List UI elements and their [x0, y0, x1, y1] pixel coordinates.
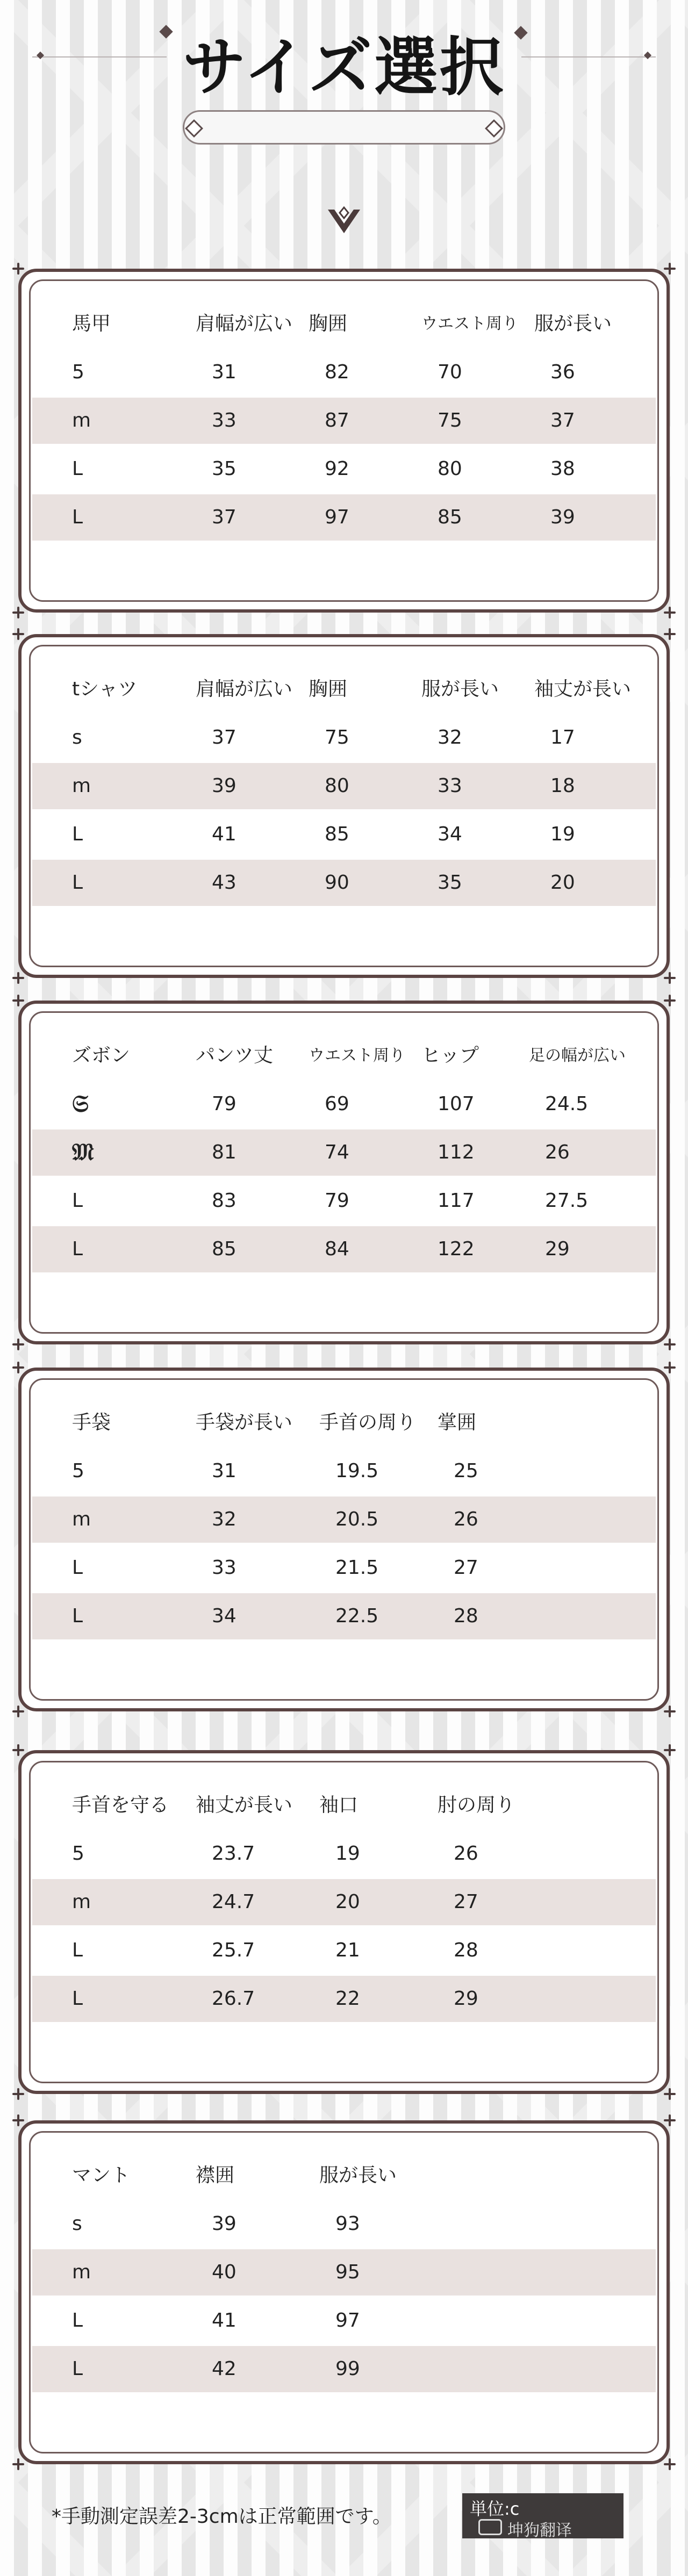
table-cell: 20 [335, 1891, 360, 1913]
column-header: 袖丈が長い [196, 1794, 293, 1816]
table-cell: 93 [335, 2213, 360, 2235]
column-header: 掌囲 [438, 1412, 477, 1434]
size-label: m [72, 1508, 91, 1530]
table-row [32, 1593, 656, 1639]
table-cell: 85 [325, 823, 349, 845]
chevron-down-icon [328, 205, 360, 238]
table-row [32, 1976, 656, 2022]
sparkle-icon [664, 1339, 676, 1350]
size-label: L [72, 1988, 83, 2010]
table-cell: 19 [335, 1843, 360, 1865]
table-cell: 75 [438, 409, 462, 431]
table-cell: 37 [212, 506, 236, 528]
table-row [32, 763, 656, 809]
table-cell: 85 [212, 1238, 236, 1260]
table-cell: 32 [212, 1508, 236, 1530]
size-label: s [72, 2213, 82, 2235]
diamond-icon [185, 119, 203, 138]
table-cell: 33 [212, 409, 236, 431]
table-cell: 82 [325, 361, 349, 383]
table-cell: 87 [325, 409, 349, 431]
table-cell: 43 [212, 872, 236, 894]
table-row [32, 1081, 656, 1127]
sparkle-icon [664, 1362, 676, 1373]
table-cell: 40 [212, 2261, 236, 2283]
table-row [32, 1496, 656, 1543]
size-label: m [72, 409, 91, 431]
column-header: 手首の周り [319, 1412, 417, 1434]
table-cell: 38 [550, 458, 575, 480]
table-cell: 33 [212, 1557, 236, 1579]
table-cell: 27 [454, 1557, 478, 1579]
table-cell: 22.5 [335, 1605, 379, 1627]
size-label: m [72, 1891, 91, 1913]
table-cell: 70 [438, 361, 462, 383]
size-label: L [72, 2358, 83, 2380]
size-label: L [72, 506, 83, 528]
size-table-tshirt [18, 634, 670, 978]
page-title: サイズ選択 [182, 30, 506, 104]
column-header: 肩幅が広い [196, 678, 293, 700]
column-header: 服が長い [421, 678, 499, 700]
sparkle-icon [664, 628, 676, 640]
column-header: 手袋が長い [196, 1412, 293, 1434]
size-table-gloves [18, 1368, 670, 1711]
table-row [32, 398, 656, 444]
table-cell: 34 [212, 1605, 236, 1627]
table-cell: 75 [325, 726, 349, 749]
size-table-cloak [18, 2120, 670, 2464]
column-header: マント [72, 2164, 131, 2186]
table-cell: 27.5 [545, 1190, 589, 1212]
sparkle-icon [12, 2114, 24, 2126]
watermark-logo-icon [478, 2519, 502, 2535]
table-cell: 27 [454, 1891, 478, 1913]
table-cell: 20.5 [335, 1508, 379, 1530]
table-cell: 17 [550, 726, 575, 749]
table-cell: 79 [325, 1190, 349, 1212]
table-cell: 29 [545, 1238, 570, 1260]
table-header-row [32, 666, 656, 713]
table-cell: 37 [212, 726, 236, 749]
sparkle-icon [12, 972, 24, 984]
measurement-note: *手動測定誤差2-3cmは正常範囲です。 [52, 2506, 392, 2528]
sparkle-icon [664, 1706, 676, 1717]
sparkle-icon [12, 1339, 24, 1350]
table-cell: 81 [212, 1141, 236, 1163]
column-header: 手袋 [72, 1412, 111, 1434]
table-row [32, 1927, 656, 1974]
column-header: 胸囲 [309, 313, 348, 335]
column-header: 袖丈が長い [534, 678, 632, 700]
table-cell: 79 [212, 1093, 236, 1115]
table-cell: 21 [335, 1939, 360, 1961]
table-cell: 24.5 [545, 1093, 589, 1115]
sparkle-icon [12, 1362, 24, 1373]
size-label: L [72, 1557, 83, 1579]
table-cell: 97 [335, 2309, 360, 2332]
column-header: 服が長い [534, 313, 612, 335]
title-line-left [32, 56, 167, 57]
size-label: L [72, 458, 83, 480]
table-cell: 74 [325, 1141, 349, 1163]
table-cell: 24.7 [212, 1891, 255, 1913]
table-cell: 35 [438, 872, 462, 894]
table-row [32, 2201, 656, 2247]
table-cell: 26 [454, 1843, 478, 1865]
table-row [32, 1831, 656, 1877]
table-cell: 122 [438, 1238, 475, 1260]
table-cell: 39 [212, 775, 236, 797]
table-cell: 34 [438, 823, 462, 845]
sparkle-icon [664, 263, 676, 275]
unit-label: 単位:c [470, 2499, 520, 2519]
table-header-row [32, 1033, 656, 1079]
table-row [32, 1879, 656, 1925]
table-cell: 90 [325, 872, 349, 894]
table-cell: 80 [438, 458, 462, 480]
table-cell: 25 [454, 1460, 478, 1482]
table-cell: 19 [550, 823, 575, 845]
sparkle-icon [664, 607, 676, 618]
column-header: ヒップ [421, 1045, 479, 1067]
table-cell: 36 [550, 361, 575, 383]
table-header-row [32, 301, 656, 347]
table-cell: 20 [550, 872, 575, 894]
table-cell: 99 [335, 2358, 360, 2380]
table-cell: 29 [454, 1988, 478, 2010]
table-cell: 83 [212, 1190, 236, 1212]
sparkle-icon [12, 607, 24, 618]
table-cell: 39 [550, 506, 575, 528]
table-cell: 42 [212, 2358, 236, 2380]
size-label: L [72, 823, 83, 845]
table-cell: 33 [438, 775, 462, 797]
table-row [32, 1448, 656, 1494]
table-row [32, 1129, 656, 1176]
size-label: 𝔖 [72, 1090, 89, 1118]
table-cell: 35 [212, 458, 236, 480]
size-table-wrist-guard [18, 1750, 670, 2094]
sparkle-icon [664, 2458, 676, 2470]
table-header-row [32, 1782, 656, 1829]
table-cell: 37 [550, 409, 575, 431]
sparkle-icon [664, 2088, 676, 2100]
table-cell: 26 [545, 1141, 570, 1163]
sparkle-icon [664, 972, 676, 984]
table-cell: 25.7 [212, 1939, 255, 1961]
column-header: 袖口 [319, 1794, 359, 1816]
table-cell: 41 [212, 2309, 236, 2332]
table-cell: 112 [438, 1141, 475, 1163]
size-label: L [72, 2309, 83, 2332]
sparkle-icon [12, 263, 24, 275]
size-label: m [72, 2261, 91, 2283]
column-header: 襟囲 [196, 2164, 235, 2186]
table-cell: 41 [212, 823, 236, 845]
watermark-text: 坤狗翻译 [507, 2521, 572, 2540]
size-table-pants [18, 1001, 670, 1344]
title-plate [183, 110, 505, 145]
table-cell: 26.7 [212, 1988, 255, 2010]
sparkle-icon [664, 2114, 676, 2126]
table-row [32, 1178, 656, 1224]
sparkle-icon [664, 1744, 676, 1756]
size-label: s [72, 726, 82, 749]
column-header: tシャツ [72, 678, 138, 700]
table-row [32, 2298, 656, 2344]
column-header: ズボン [72, 1045, 131, 1067]
size-label: 𝔐 [72, 1139, 94, 1166]
table-cell: 28 [454, 1605, 478, 1627]
table-row [32, 1226, 656, 1272]
column-header: 服が長い [319, 2164, 397, 2186]
table-cell: 23.7 [212, 1843, 255, 1865]
column-header: 肩幅が広い [196, 313, 293, 335]
size-label: L [72, 872, 83, 894]
table-cell: 28 [454, 1939, 478, 1961]
table-cell: 117 [438, 1190, 475, 1212]
column-header: 馬甲 [72, 313, 111, 335]
table-cell: 22 [335, 1988, 360, 2010]
table-row [32, 715, 656, 761]
table-cell: 85 [438, 506, 462, 528]
header [0, 0, 688, 279]
table-row [32, 446, 656, 492]
table-cell: 39 [212, 2213, 236, 2235]
title-line-right [521, 56, 656, 57]
diamond-icon [485, 119, 503, 138]
column-header: 胸囲 [309, 678, 348, 700]
size-label: 5 [72, 1460, 84, 1482]
column-header: 手首を守る [72, 1794, 169, 1816]
table-header-row [32, 2153, 656, 2199]
size-label: L [72, 1605, 83, 1627]
sparkle-icon [664, 995, 676, 1006]
table-cell: 69 [325, 1093, 349, 1115]
table-cell: 26 [454, 1508, 478, 1530]
size-label: L [72, 1939, 83, 1961]
table-row [32, 494, 656, 541]
sparkle-icon [12, 2088, 24, 2100]
size-label: L [72, 1238, 83, 1260]
table-row [32, 2346, 656, 2392]
table-row [32, 2249, 656, 2296]
sparkle-icon [12, 1744, 24, 1756]
table-cell: 84 [325, 1238, 349, 1260]
table-row [32, 811, 656, 858]
sparkle-icon [12, 995, 24, 1006]
column-header: ウエスト周り [421, 314, 518, 333]
table-row [32, 1545, 656, 1591]
table-cell: 80 [325, 775, 349, 797]
size-label: 5 [72, 361, 84, 383]
column-header: 肘の周り [438, 1794, 515, 1816]
sparkle-icon [12, 2458, 24, 2470]
table-header-row [32, 1400, 656, 1446]
table-cell: 21.5 [335, 1557, 379, 1579]
table-row [32, 349, 656, 395]
table-cell: 97 [325, 506, 349, 528]
table-cell: 92 [325, 458, 349, 480]
size-label: m [72, 775, 91, 797]
unit-badge [462, 2493, 624, 2538]
table-cell: 32 [438, 726, 462, 749]
column-header: ウエスト周り [309, 1046, 405, 1065]
table-cell: 19.5 [335, 1460, 379, 1482]
table-cell: 18 [550, 775, 575, 797]
size-label: 5 [72, 1843, 84, 1865]
column-header: 足の幅が広い [529, 1046, 626, 1065]
sparkle-icon [12, 628, 24, 640]
size-label: L [72, 1190, 83, 1212]
column-header: パンツ丈 [196, 1045, 274, 1067]
table-cell: 31 [212, 1460, 236, 1482]
table-cell: 31 [212, 361, 236, 383]
sparkle-icon [12, 1706, 24, 1717]
table-cell: 95 [335, 2261, 360, 2283]
size-table-vest [18, 269, 670, 613]
table-cell: 107 [438, 1093, 475, 1115]
table-row [32, 860, 656, 906]
